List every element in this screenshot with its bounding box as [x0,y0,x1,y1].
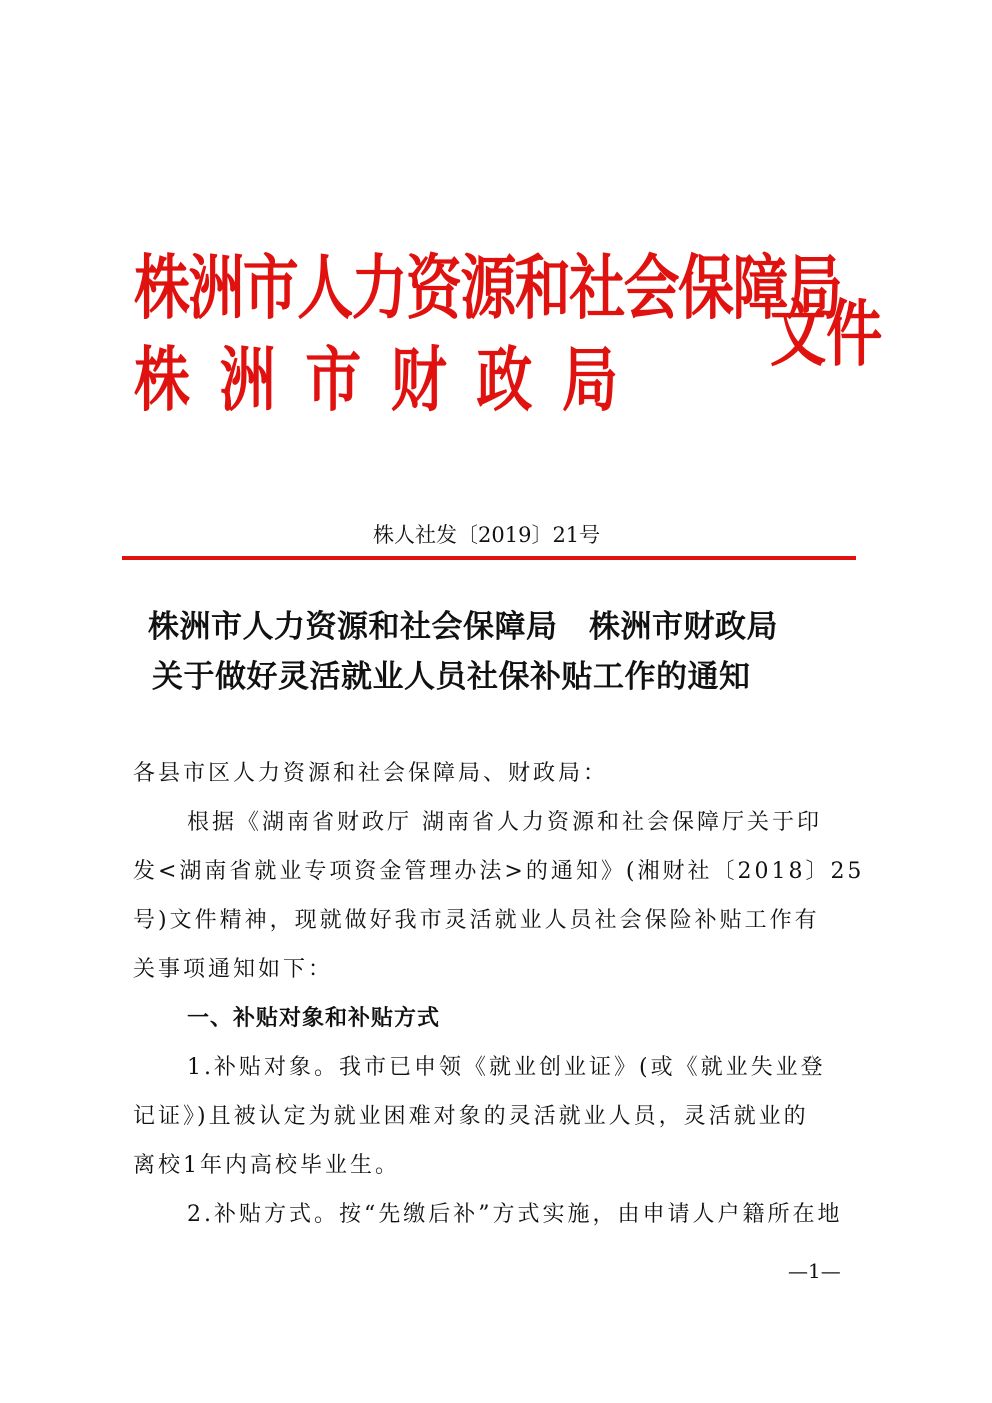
page-number: —1— [788,1259,841,1283]
document-title-line1: 株洲市人力资源和社会保障局 株洲市财政局 [148,609,778,645]
paragraph-line: 关事项通知如下： [133,957,334,982]
paragraph-line: 根据《湖南省财政厅 湖南省人力资源和社会保障厅关于印 [187,810,822,835]
document-number: 株人社发〔2019〕21号 [373,523,601,547]
paragraph-line: 2.补贴方式。按“先缴后补”方式实施，由申请人户籍所在地 [187,1202,843,1227]
paragraph-line: 离校1年内高校毕业生。 [133,1153,400,1178]
issuer-name-1: 株洲市人力资源和社会保障局 [134,247,842,329]
section-heading: 一、补贴对象和补贴方式 [187,1006,441,1031]
issuer-name-2: 株洲市财政局 [134,339,648,421]
paragraph-line: 1.补贴对象。我市已申领《就业创业证》(或《就业失业登 [187,1055,826,1080]
paragraph-line: 发<湖南省就业专项资金管理办法>的通知》(湘财社〔2018〕25 [133,859,865,884]
paragraph-line: 记证》)且被认定为就业困难对象的灵活就业人员，灵活就业的 [133,1104,809,1129]
header-divider [122,556,856,560]
document-title-line2: 关于做好灵活就业人员社保补贴工作的通知 [152,659,751,695]
document-type-label: 文件 [770,292,883,376]
paragraph-line: 号)文件精神，现就做好我市灵活就业人员社会保险补贴工作有 [133,908,820,933]
salutation: 各县市区人力资源和社会保障局、财政局： [133,761,609,786]
